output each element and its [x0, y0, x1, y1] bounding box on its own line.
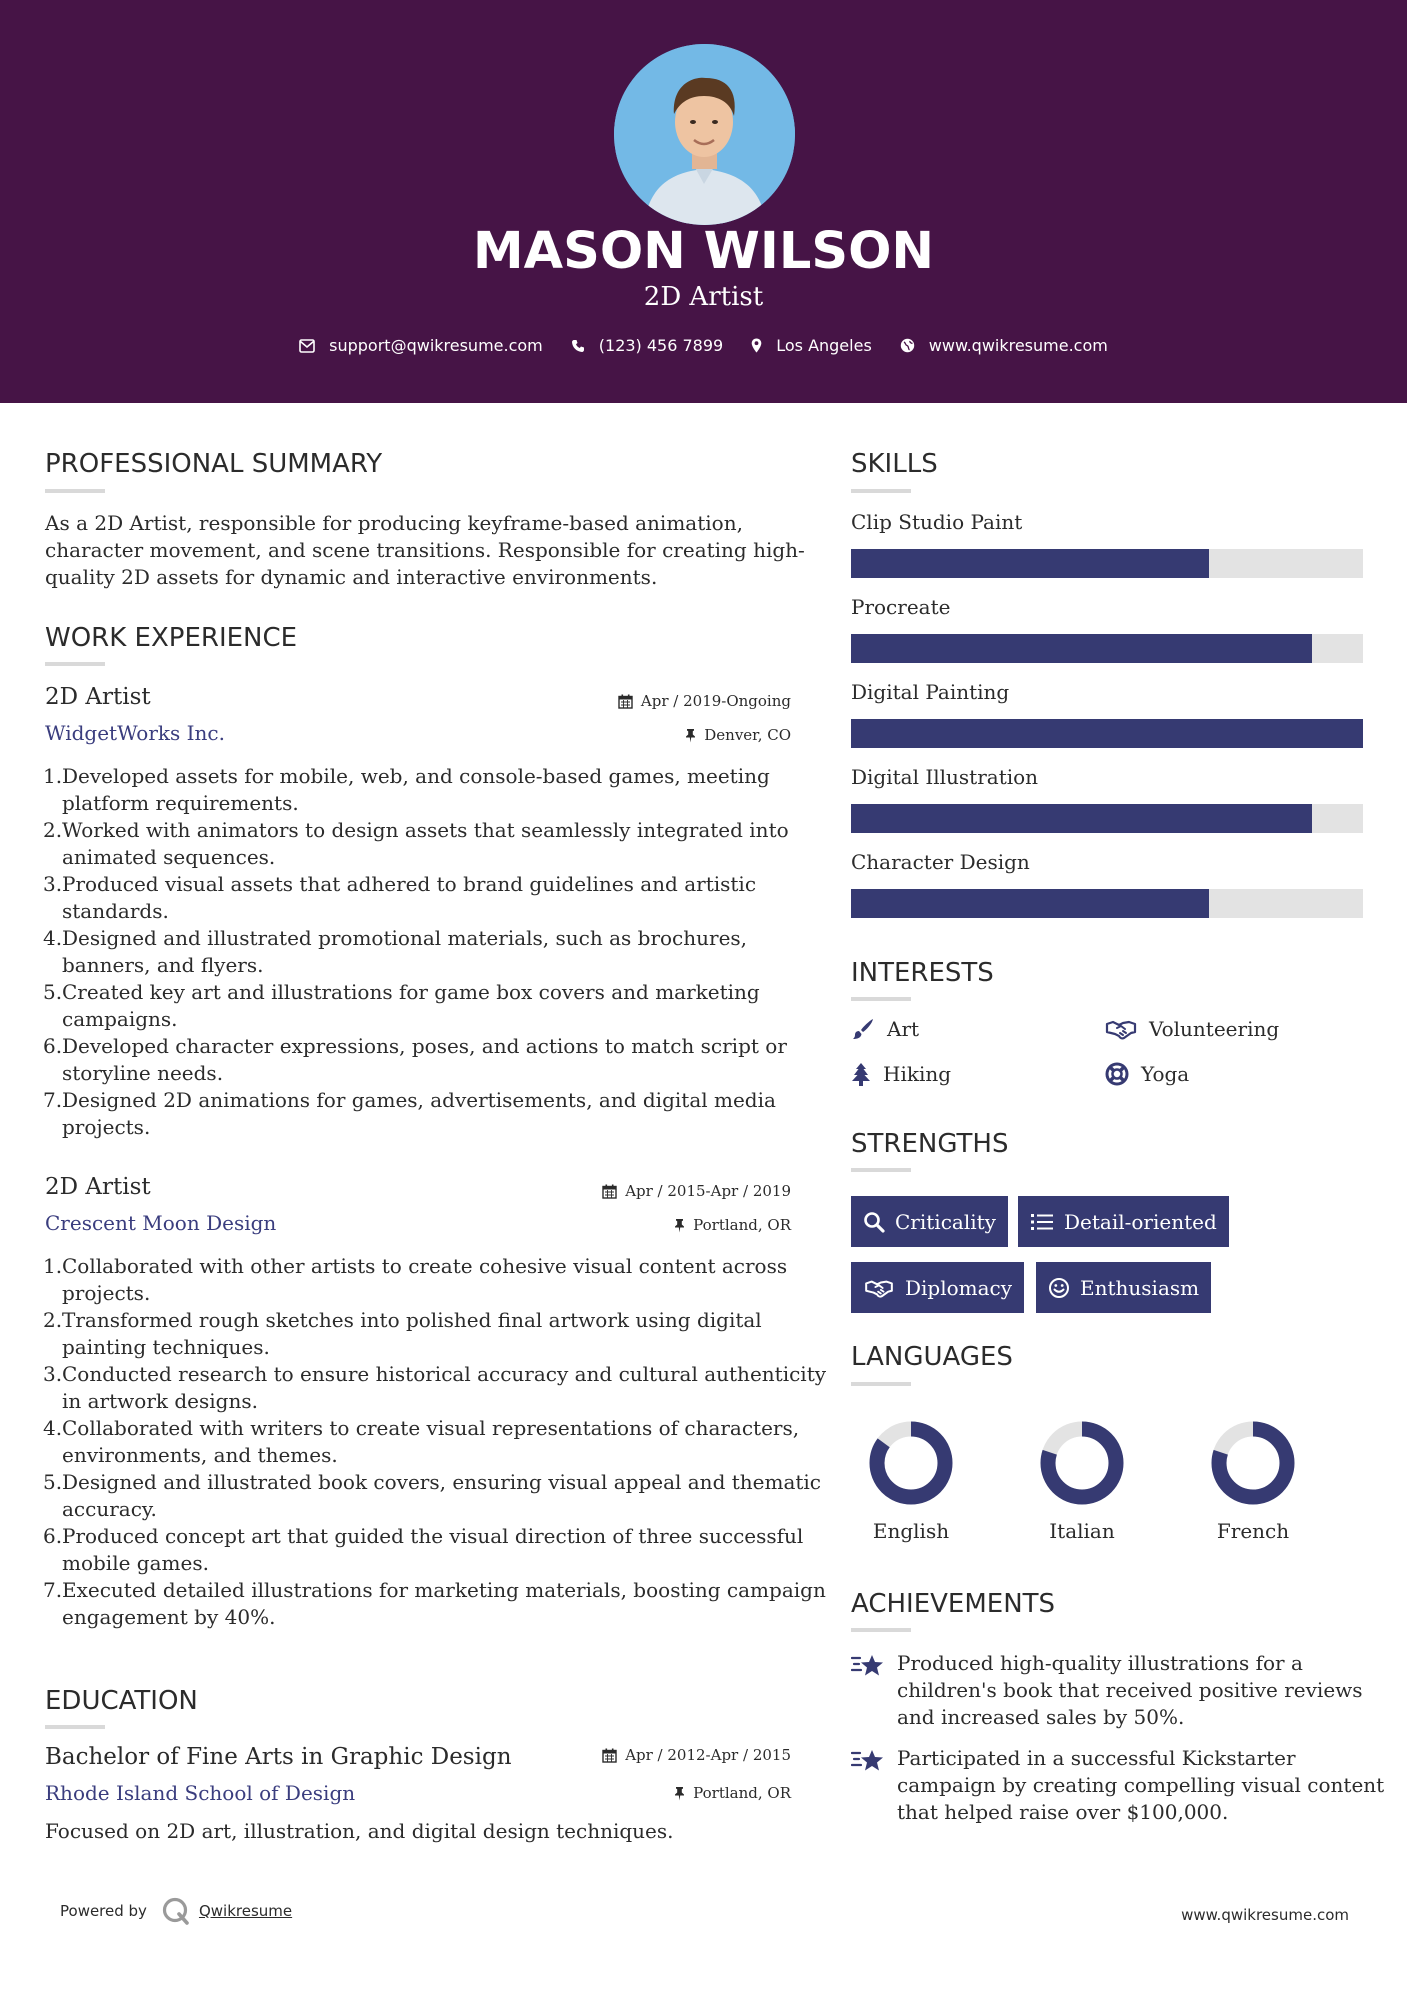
strengths-heading: STRENGTHS: [851, 1129, 1009, 1159]
list-item-line: Transformed rough sketches into polished final artwork using digital: [62, 1308, 762, 1332]
list-item-line: campaigns.: [62, 1007, 178, 1031]
skill-name: Clip Studio Paint: [851, 510, 1023, 534]
list-item-line: banners, and flyers.: [62, 953, 264, 977]
list-item: [43, 1523, 826, 1577]
job-duties-list: [43, 763, 789, 1141]
strength-label: Criticality: [895, 1209, 996, 1234]
company-name[interactable]: WidgetWorks Inc.: [45, 721, 225, 745]
list-item-line: animated sequences.: [62, 845, 276, 869]
list-item-line: storyline needs.: [62, 1061, 224, 1085]
pushpin-icon: [674, 1786, 685, 1801]
list-item: [43, 1469, 826, 1523]
list-item-line: projects.: [62, 1281, 151, 1305]
list-item-number: 1.: [43, 1254, 63, 1278]
strength-label: Diplomacy: [905, 1275, 1013, 1300]
life-ring-icon: [1105, 1062, 1129, 1086]
list-item-number: 4.: [43, 926, 63, 950]
summary-line: As a 2D Artist, responsible for producing keyframe-based animation,: [45, 511, 743, 535]
pushpin-icon: [685, 728, 696, 743]
interest-art: [851, 1017, 919, 1041]
interest-yoga: [1105, 1062, 1189, 1086]
achievement-text: [897, 1745, 1384, 1826]
list-item-number: 7.: [43, 1578, 63, 1602]
education-location-text: Portland, OR: [693, 1784, 791, 1802]
phone-icon: [571, 339, 585, 353]
interests-heading-rule: [851, 997, 911, 1001]
handshake-icon: [863, 1277, 895, 1299]
list-icon: [1030, 1212, 1054, 1232]
skills-heading: SKILLS: [851, 449, 938, 479]
language-name: Italian: [1049, 1519, 1115, 1543]
job-location-text: Portland, OR: [693, 1216, 791, 1234]
footer-url[interactable]: www.qwikresume.com: [1181, 1906, 1349, 1924]
interest-volunteering: [1105, 1017, 1279, 1041]
list-item-number: 4.: [43, 1416, 63, 1440]
education-dates: [602, 1746, 791, 1764]
list-item-line: environments, and themes.: [62, 1443, 338, 1467]
education-heading: EDUCATION: [45, 1686, 198, 1716]
contact-email-text: support@qwikresume.com: [329, 336, 543, 355]
list-item-number: 3.: [43, 872, 63, 896]
list-item-number: 6.: [43, 1524, 63, 1548]
job-dates-text: Apr / 2015-Apr / 2019: [625, 1182, 791, 1200]
strengths-heading-rule: [851, 1168, 911, 1172]
candidate-title: 2D Artist: [643, 282, 764, 312]
list-item-line: in artwork designs.: [62, 1389, 258, 1413]
list-item-line: mobile games.: [62, 1551, 209, 1575]
list-item: [43, 1415, 826, 1469]
list-item-line: projects.: [62, 1115, 151, 1139]
list-item: [43, 1361, 826, 1415]
pushpin-icon: [674, 1218, 685, 1233]
language-name: English: [872, 1519, 950, 1543]
list-item: [43, 763, 789, 817]
list-item: [43, 979, 789, 1033]
shooting-star-icon: [851, 1652, 885, 1680]
summary-heading-rule: [45, 489, 105, 493]
contact-phone-text: (123) 456 7899: [598, 336, 724, 355]
calendar-icon: [602, 1184, 617, 1199]
company-name[interactable]: Crescent Moon Design: [45, 1211, 277, 1235]
list-item-line: Designed 2D animations for games, advertisements, and digital media: [62, 1088, 776, 1112]
search-icon: [863, 1211, 885, 1233]
list-item: [43, 925, 789, 979]
strength-label: Enthusiasm: [1080, 1275, 1200, 1300]
skill-name: Digital Painting: [851, 680, 1010, 704]
school-name[interactable]: Rhode Island School of Design: [45, 1781, 356, 1805]
achievement-item: [851, 1650, 1363, 1731]
envelope-icon: [299, 339, 315, 353]
degree-title: Bachelor of Fine Arts in Graphic Design: [45, 1744, 512, 1770]
qwikresume-link[interactable]: Qwikresume: [198, 1902, 293, 1920]
achievement-line: Participated in a successful Kickstarter: [897, 1746, 1296, 1770]
list-item: [43, 871, 789, 925]
language-name: French: [1216, 1519, 1290, 1543]
tree-icon: [851, 1062, 871, 1086]
language-item: [1012, 1419, 1152, 1543]
education-dates-text: Apr / 2012-Apr / 2015: [625, 1746, 791, 1764]
calendar-icon: [602, 1748, 617, 1763]
list-item-number: 2.: [43, 818, 63, 842]
list-item-line: Collaborated with other artists to create cohesive visual content across: [62, 1254, 788, 1278]
language-item: [1183, 1419, 1323, 1543]
list-item-line: Designed and illustrated book covers, ensuring visual appeal and thematic: [62, 1470, 822, 1494]
list-item: [43, 817, 789, 871]
achievement-line: and increased sales by 50%.: [897, 1705, 1185, 1729]
skill-bar-fill: [851, 889, 1209, 918]
interest-label: Yoga: [1141, 1062, 1190, 1086]
list-item-line: accuracy.: [62, 1497, 157, 1521]
list-item: [43, 1087, 789, 1141]
smile-icon: [1048, 1277, 1070, 1299]
avatar-portrait: [614, 44, 795, 225]
achievement-item: [851, 1745, 1384, 1826]
summary-heading: PROFESSIONAL SUMMARY: [45, 449, 383, 479]
experience-heading: WORK EXPERIENCE: [45, 623, 298, 653]
job-location: [685, 726, 791, 744]
achievements-heading: ACHIEVEMENTS: [851, 1589, 1056, 1619]
summary-line: quality 2D assets for dynamic and interactive environments.: [45, 565, 658, 589]
calendar-icon: [618, 694, 633, 709]
achievement-line: campaign by creating compelling visual content: [897, 1773, 1385, 1797]
experience-heading-rule: [45, 662, 105, 666]
powered-by-text: Powered by: [60, 1902, 147, 1920]
list-item: [43, 1577, 826, 1631]
contact-website-text: www.qwikresume.com: [928, 336, 1108, 355]
contact-location-text: Los Angeles: [776, 336, 872, 355]
list-item-number: 3.: [43, 1362, 63, 1386]
job-location: [674, 1216, 791, 1234]
strength-label: Detail-oriented: [1064, 1209, 1217, 1234]
list-item: [43, 1307, 826, 1361]
list-item-line: Produced concept art that guided the visual direction of three successful: [62, 1524, 804, 1548]
languages-heading: LANGUAGES: [851, 1342, 1013, 1372]
language-donut-chart: [1209, 1419, 1297, 1507]
interests-heading: INTERESTS: [851, 958, 994, 988]
list-item-line: Executed detailed illustrations for marketing materials, boosting campaign: [62, 1578, 826, 1602]
skill-bar: [851, 719, 1363, 748]
skill-bar-fill: [851, 549, 1209, 578]
skills-heading-rule: [851, 489, 911, 493]
achievement-line: Produced high-quality illustrations for a: [897, 1651, 1303, 1675]
skill-bar-fill: [851, 634, 1312, 663]
list-item-line: Worked with animators to design assets that seamlessly integrated into: [62, 818, 789, 842]
list-item-line: Developed character expressions, poses, and actions to match script or: [62, 1034, 787, 1058]
contact-phone[interactable]: [571, 336, 723, 355]
list-item-number: 6.: [43, 1034, 63, 1058]
contact-website[interactable]: [900, 336, 1108, 355]
education-location: [674, 1784, 791, 1802]
interest-label: Art: [887, 1017, 920, 1041]
list-item-number: 7.: [43, 1088, 63, 1112]
summary-text: [45, 510, 805, 591]
skill-bar: [851, 549, 1363, 578]
languages-heading-rule: [851, 1382, 911, 1386]
list-item-line: Developed assets for mobile, web, and console-based games, meeting: [62, 764, 770, 788]
skill-bar: [851, 889, 1363, 918]
job-title: 2D Artist: [45, 1174, 151, 1200]
strength-chip-criticality: [851, 1196, 1008, 1247]
list-item-number: 5.: [43, 1470, 63, 1494]
interest-label: Volunteering: [1149, 1017, 1280, 1041]
job-duties-list: [43, 1253, 826, 1631]
avatar: [614, 44, 795, 225]
summary-line: character movement, and scene transitions. Responsible for creating high-: [45, 538, 805, 562]
list-item-line: engagement by 40%.: [62, 1605, 276, 1629]
interest-hiking: [851, 1062, 951, 1086]
contact-location: [751, 336, 872, 355]
strength-chip-detail-oriented: [1018, 1196, 1229, 1247]
skill-bar: [851, 804, 1363, 833]
handshake-icon: [1105, 1017, 1137, 1041]
job-dates: [602, 1182, 791, 1200]
skill-bar-fill: [851, 719, 1363, 748]
language-item: [841, 1419, 981, 1543]
job-dates: [618, 692, 791, 710]
skill-name: Character Design: [851, 850, 1030, 874]
contact-email[interactable]: [299, 336, 543, 355]
list-item-line: painting techniques.: [62, 1335, 270, 1359]
globe-icon: [900, 338, 915, 353]
job-title: 2D Artist: [45, 684, 151, 710]
skill-name: Digital Illustration: [851, 765, 1039, 789]
job-location-text: Denver, CO: [704, 726, 791, 744]
education-description: Focused on 2D art, illustration, and digital design techniques.: [45, 1819, 674, 1843]
skill-bar-fill: [851, 804, 1312, 833]
list-item-line: Collaborated with writers to create visual representations of characters,: [62, 1416, 800, 1440]
education-heading-rule: [45, 1725, 105, 1729]
language-donut-chart: [867, 1419, 955, 1507]
contact-row: [0, 336, 1407, 355]
achievements-heading-rule: [851, 1628, 911, 1632]
list-item: [43, 1033, 789, 1087]
achievement-line: children's book that received positive reviews: [897, 1678, 1363, 1702]
shooting-star-icon: [851, 1747, 885, 1775]
language-donut-chart: [1038, 1419, 1126, 1507]
strength-chip-diplomacy: [851, 1262, 1024, 1313]
footer-powered-by: [60, 1896, 292, 1926]
candidate-name: MASON WILSON: [472, 222, 935, 281]
map-pin-icon: [751, 338, 762, 353]
list-item-number: 1.: [43, 764, 63, 788]
list-item: [43, 1253, 826, 1307]
list-item-line: standards.: [62, 899, 169, 923]
job-dates-text: Apr / 2019-Ongoing: [640, 692, 791, 710]
strength-chip-enthusiasm: [1036, 1262, 1211, 1313]
paintbrush-icon: [851, 1017, 875, 1041]
resume-header: [0, 0, 1407, 403]
skill-bar: [851, 634, 1363, 663]
list-item-line: Designed and illustrated promotional materials, such as brochures,: [62, 926, 748, 950]
qwikresume-logo-icon: [161, 1896, 191, 1926]
skill-name: Procreate: [851, 595, 951, 619]
achievement-text: [897, 1650, 1363, 1731]
list-item-line: Produced visual assets that adhered to brand guidelines and artistic: [62, 872, 757, 896]
list-item-line: platform requirements.: [62, 791, 299, 815]
list-item-line: Conducted research to ensure historical accuracy and cultural authenticity: [62, 1362, 827, 1386]
list-item-number: 5.: [43, 980, 63, 1004]
interest-label: Hiking: [883, 1062, 952, 1086]
achievement-line: that helped raise over $100,000.: [897, 1800, 1229, 1824]
list-item-line: Created key art and illustrations for game box covers and marketing: [62, 980, 760, 1004]
list-item-number: 2.: [43, 1308, 63, 1332]
